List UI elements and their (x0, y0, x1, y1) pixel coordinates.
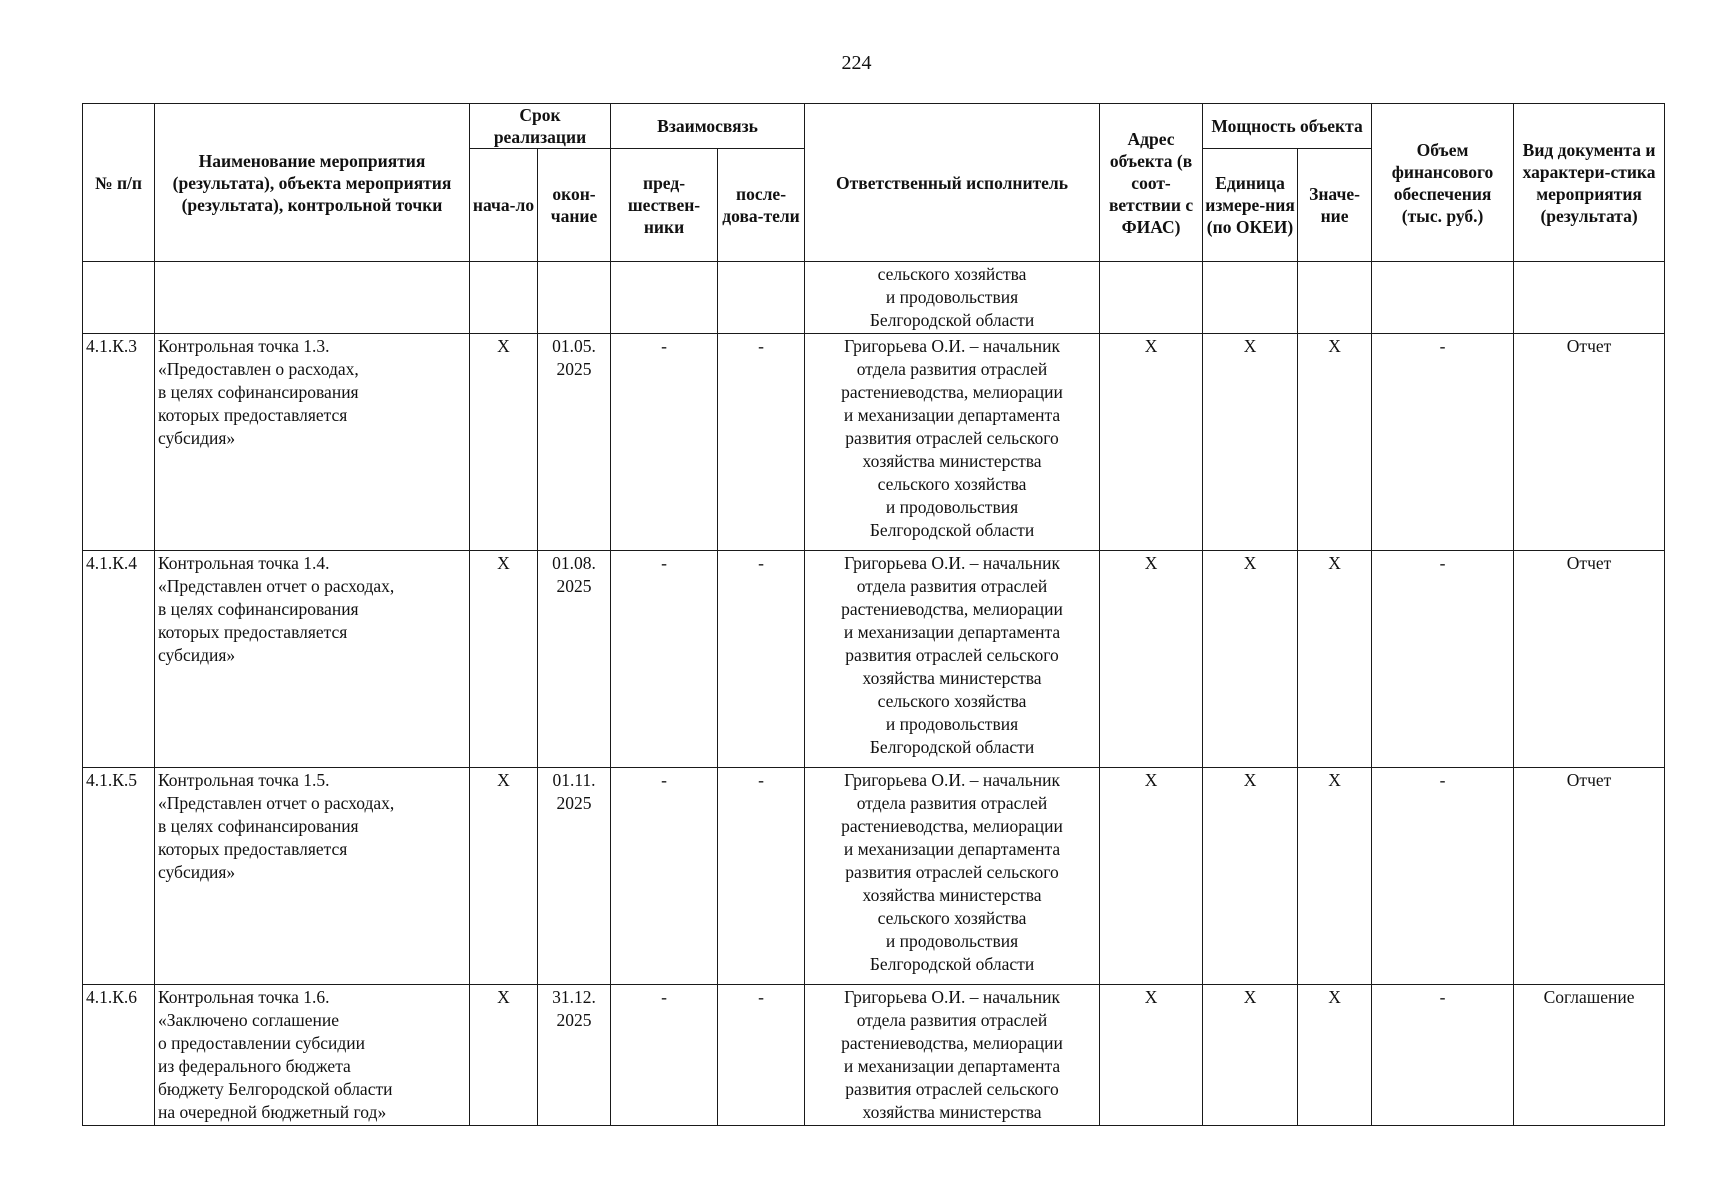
cell-value: Х (1298, 985, 1372, 1126)
cell-empty (83, 262, 155, 334)
cell-end: 01.05. 2025 (538, 334, 611, 551)
cell-name: Контрольная точка 1.3. «Предоставлен о расходах, в целях софинансирования которых предоставляется субсидия» (155, 334, 470, 551)
cell-name: Контрольная точка 1.4. «Представлен отчет о расходах, в целях софинансирования которых предоставляется субсидия» (155, 551, 470, 768)
cell-doc-type: Отчет (1514, 334, 1665, 551)
cell-start: Х (470, 334, 538, 551)
cell-empty (155, 262, 470, 334)
cell-end: 31.12. 2025 (538, 985, 611, 1126)
cell-empty (611, 262, 718, 334)
cell-finance: - (1372, 334, 1514, 551)
cell-executor: Григорьева О.И. – начальник отдела развития отраслей растениеводства, мелиорации и механизации департамента развития отраслей сельского хозяйства министерства сельского хозяйства и продовольствия Белгородской области (805, 551, 1100, 768)
cell-num: 4.1.К.6 (83, 985, 155, 1126)
cell-empty (1100, 262, 1203, 334)
cell-num: 4.1.К.5 (83, 768, 155, 985)
header-end: окон-чание (538, 149, 611, 262)
header-name: Наименование мероприятия (результата), объекта мероприятия (результата), контрольной точки (155, 104, 470, 262)
header-start: нача-ло (470, 149, 538, 262)
table-row (83, 768, 1665, 985)
table-row (83, 551, 1665, 768)
cell-empty (1298, 262, 1372, 334)
header-capacity: Мощность объекта (1203, 104, 1372, 149)
plan-table (82, 103, 1665, 1126)
cell-start: Х (470, 768, 538, 985)
cell-start: Х (470, 985, 538, 1126)
header-unit: Единица измере-ния (по ОКЕИ) (1203, 149, 1298, 262)
cell-doc-type: Соглашение (1514, 985, 1665, 1126)
header-period: Срок реализации (470, 104, 611, 149)
cell-finance: - (1372, 985, 1514, 1126)
page-number: 224 (841, 52, 872, 74)
continuation-row (83, 262, 1665, 334)
table-row (83, 985, 1665, 1126)
cell-empty (1514, 262, 1665, 334)
header-value: Значе-ние (1298, 149, 1372, 262)
header-executor: Ответственный исполнитель (805, 104, 1100, 262)
cell-successors: - (718, 551, 805, 768)
cell-finance: - (1372, 768, 1514, 985)
cell-predecessors: - (611, 985, 718, 1126)
cell-address: Х (1100, 551, 1203, 768)
cell-predecessors: - (611, 551, 718, 768)
cell-empty (1203, 262, 1298, 334)
cell-unit: Х (1203, 768, 1298, 985)
header-successors: после-дова-тели (718, 149, 805, 262)
cell-unit: Х (1203, 334, 1298, 551)
cell-executor: Григорьева О.И. – начальник отдела развития отраслей растениеводства, мелиорации и механизации департамента развития отраслей сельского хозяйства министерства (805, 985, 1100, 1126)
cell-unit: Х (1203, 985, 1298, 1126)
cell-empty (538, 262, 611, 334)
cell-value: Х (1298, 334, 1372, 551)
header-predecessors: пред-шествен-ники (611, 149, 718, 262)
cell-successors: - (718, 768, 805, 985)
cell-unit: Х (1203, 551, 1298, 768)
cell-start: Х (470, 551, 538, 768)
cell-address: Х (1100, 985, 1203, 1126)
cell-successors: - (718, 334, 805, 551)
cell-name: Контрольная точка 1.6. «Заключено соглашение о предоставлении субсидии из федерального бюджета бюджету Белгородской области на очередной бюджетный год» (155, 985, 470, 1126)
table-row (83, 334, 1665, 551)
cell-doc-type: Отчет (1514, 768, 1665, 985)
cell-executor: Григорьева О.И. – начальник отдела развития отраслей растениеводства, мелиорации и механизации департамента развития отраслей сельского хозяйства министерства сельского хозяйства и продовольствия Белгородской области (805, 768, 1100, 985)
cell-predecessors: - (611, 334, 718, 551)
cell-end: 01.11. 2025 (538, 768, 611, 985)
cell-name: Контрольная точка 1.5. «Представлен отчет о расходах, в целях софинансирования которых предоставляется субсидия» (155, 768, 470, 985)
cell-address: Х (1100, 334, 1203, 551)
cell-doc-type: Отчет (1514, 551, 1665, 768)
header-row (83, 104, 1665, 149)
cell-empty (1372, 262, 1514, 334)
cell-value: Х (1298, 551, 1372, 768)
header-relation: Взаимосвязь (611, 104, 805, 149)
cell-address: Х (1100, 768, 1203, 985)
header-address: Адрес объекта (в соот-ветствии с ФИАС) (1100, 104, 1203, 262)
cell-end: 01.08. 2025 (538, 551, 611, 768)
cell-empty (470, 262, 538, 334)
header-finance: Объем финансового обеспечения (тыс. руб.) (1372, 104, 1514, 262)
cell-num: 4.1.К.4 (83, 551, 155, 768)
cell-num: 4.1.К.3 (83, 334, 155, 551)
cell-executor-continued: сельского хозяйства и продовольствия Белгородской области (805, 262, 1100, 334)
cell-finance: - (1372, 551, 1514, 768)
header-doc-type: Вид документа и характери-стика мероприятия (результата) (1514, 104, 1665, 262)
cell-executor: Григорьева О.И. – начальник отдела развития отраслей растениеводства, мелиорации и механизации департамента развития отраслей сельского хозяйства министерства сельского хозяйства и продовольствия Белгородской области (805, 334, 1100, 551)
cell-successors: - (718, 985, 805, 1126)
header-num: № п/п (83, 104, 155, 262)
cell-empty (718, 262, 805, 334)
cell-predecessors: - (611, 768, 718, 985)
cell-value: Х (1298, 768, 1372, 985)
